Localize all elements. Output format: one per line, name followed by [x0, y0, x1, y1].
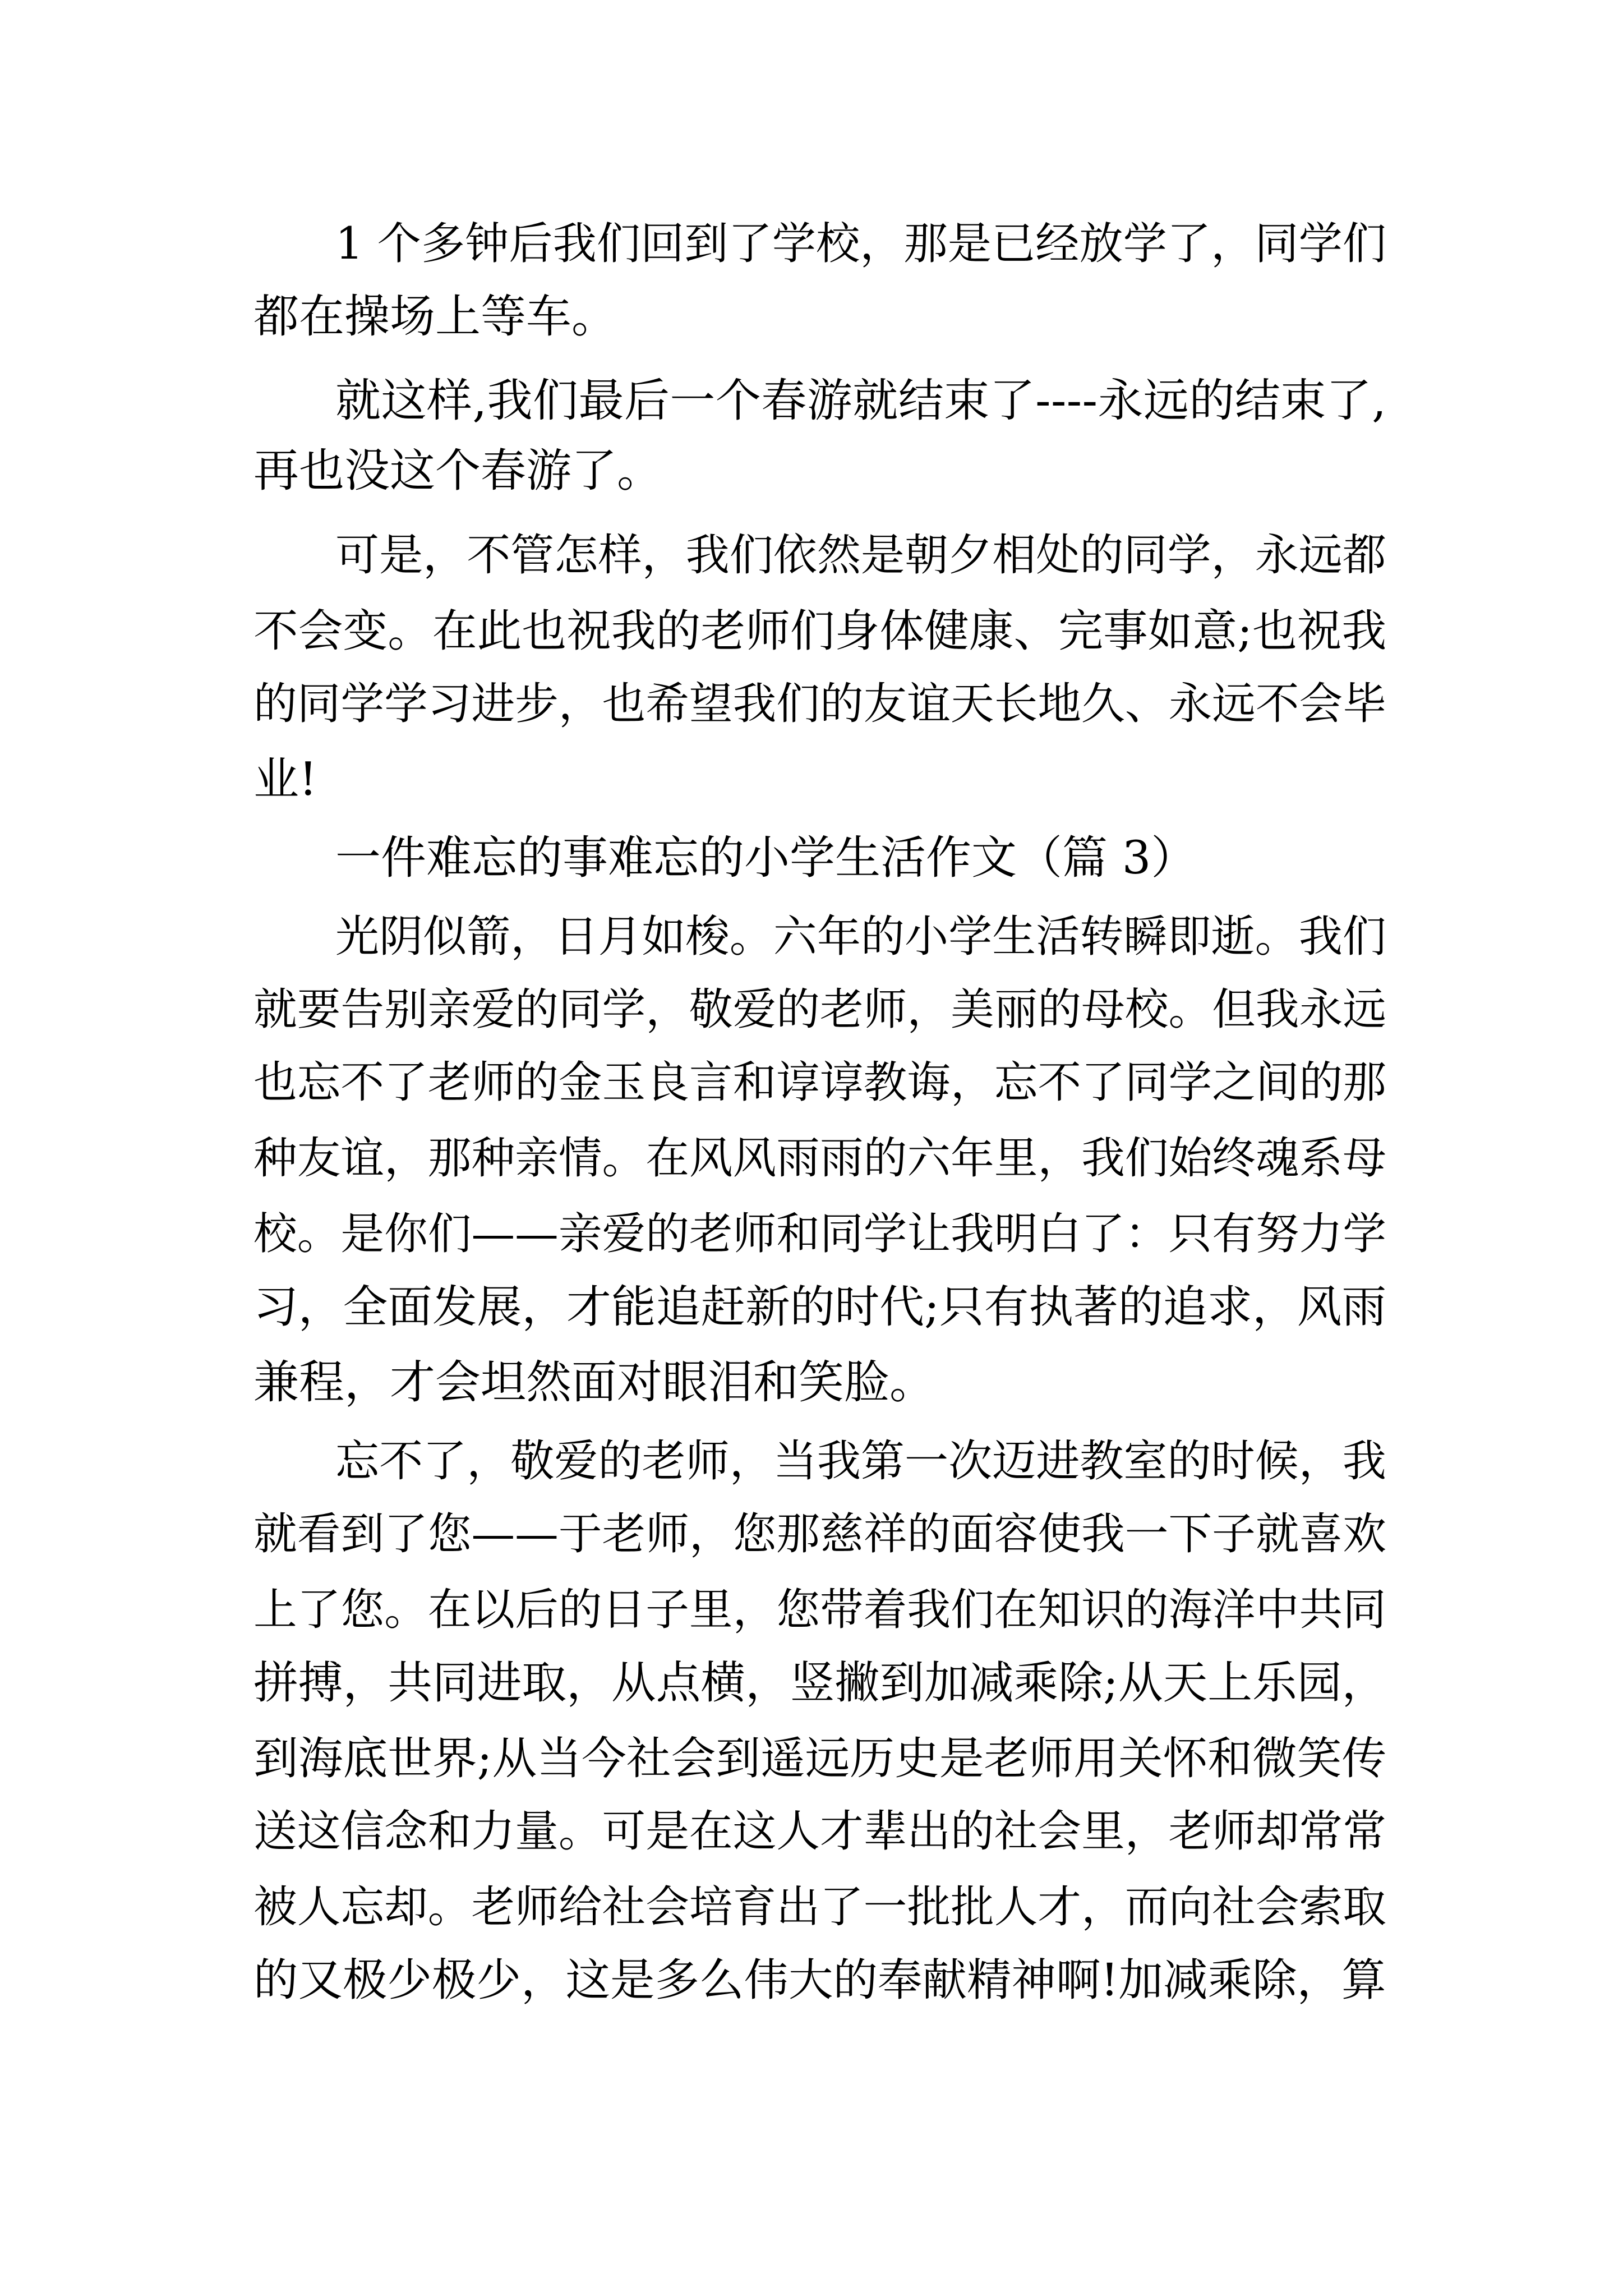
- text-line: 1 个多钟后我们回到了学校，那是已经放学了，同学们: [335, 218, 1387, 269]
- text-line: 到海底世界;从当今社会到遥远历史是老师用关怀和微笑传: [253, 1732, 1387, 1784]
- text-line: 再也没这个春游了。: [253, 445, 663, 498]
- text-line: 的又极少极少，这是多么伟大的奉献精神啊!加减乘除，算: [253, 1954, 1386, 2006]
- text-line: 也忘不了老师的金玉良言和谆谆教诲，忘不了同学之间的那: [253, 1057, 1386, 1108]
- text-line: 就要告别亲爱的同学，敬爱的老师，美丽的母校。但我永远: [253, 984, 1386, 1035]
- text-line: 习，全面发展，才能追赶新的时代;只有执著的追求，风雨: [253, 1281, 1387, 1333]
- text-line: 种友谊，那种亲情。在风风雨雨的六年里，我们始终魂系母: [253, 1133, 1386, 1184]
- text-line: 业!: [253, 753, 317, 806]
- text-line: 就看到了您——于老师，您那慈祥的面容使我一下子就喜欢: [253, 1509, 1386, 1559]
- text-line: 校。是你们——亲爱的老师和同学让我明白了：只有努力学: [253, 1209, 1386, 1259]
- text-line: 兼程，才会坦然面对眼泪和笑脸。: [253, 1356, 935, 1409]
- text-line: 送这信念和力量。可是在这人才辈出的社会里，老师却常常: [253, 1806, 1386, 1857]
- text-line: 的同学学习进步，也希望我们的友谊天长地久、永远不会毕: [253, 679, 1386, 729]
- text-line: 忘不了，敬爱的老师，当我第一次迈进教室的时候，我: [335, 1436, 1386, 1487]
- text-line: 被人忘却。老师给社会培育出了一批批人才，而向社会索取: [253, 1882, 1386, 1932]
- text-line: 就这样,我们最后一个春游就结束了----永远的结束了,: [335, 375, 1387, 427]
- text-line: 拼搏，共同进取，从点横，竖撇到加减乘除;从天上乐园，: [253, 1657, 1387, 1709]
- text-line: 上了您。在以后的日子里，您带着我们在知识的海洋中共同: [253, 1585, 1386, 1635]
- text-line: 可是，不管怎样，我们依然是朝夕相处的同学，永远都: [335, 530, 1386, 581]
- text-line: 都在操场上等车。: [253, 291, 617, 343]
- text-line: 一件难忘的事难忘的小学生活作文（篇 3）: [335, 832, 1197, 885]
- text-line: 不会变。在此也祝我的老师们身体健康、完事如意;也祝我: [253, 605, 1387, 657]
- text-line: 光阴似箭，日月如梭。六年的小学生活转瞬即逝。我们: [335, 912, 1386, 962]
